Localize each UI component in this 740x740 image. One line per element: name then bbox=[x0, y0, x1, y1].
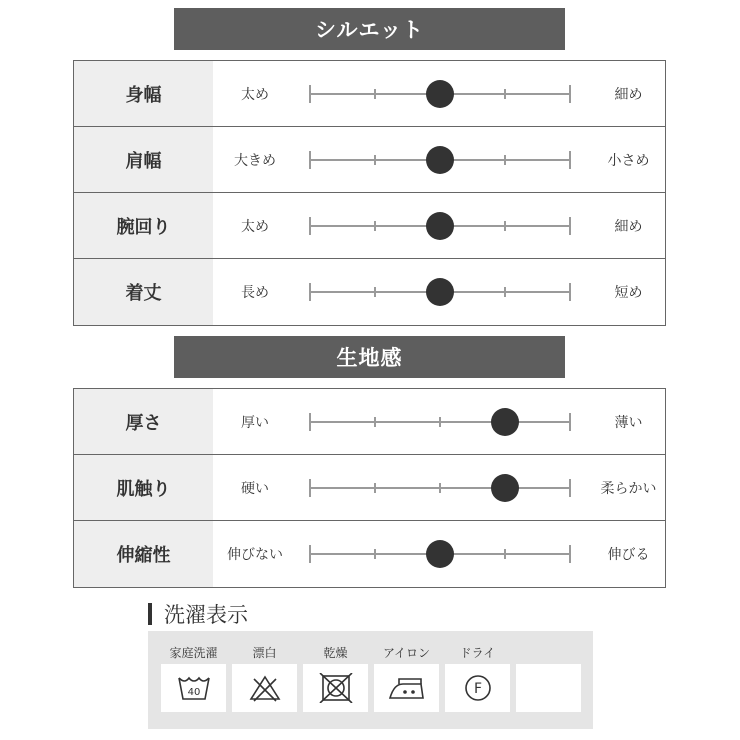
rating-dot bbox=[426, 540, 454, 568]
silhouette-table bbox=[73, 60, 666, 326]
rating-scale bbox=[309, 259, 571, 325]
scale-tick bbox=[504, 549, 506, 559]
table-row bbox=[74, 193, 665, 259]
scale-left-label: 伸びない bbox=[227, 547, 283, 563]
care-item-bleach bbox=[232, 631, 297, 729]
table-row bbox=[74, 455, 665, 521]
scale-tick bbox=[309, 217, 311, 235]
fabric-header: 生地感 bbox=[174, 336, 565, 378]
row-label: 身幅 bbox=[74, 61, 213, 126]
rating-dot bbox=[491, 474, 519, 502]
scale-tick bbox=[504, 221, 506, 231]
scale-tick bbox=[309, 283, 311, 301]
table-row bbox=[74, 259, 665, 325]
rating-scale bbox=[309, 127, 571, 192]
silhouette-header: シルエット bbox=[174, 8, 565, 50]
scale-tick bbox=[439, 483, 441, 493]
scale-tick bbox=[569, 479, 571, 497]
rating-dot bbox=[426, 80, 454, 108]
scale-tick bbox=[504, 287, 506, 297]
scale-tick bbox=[309, 545, 311, 563]
scale-tick bbox=[309, 413, 311, 431]
scale-tick bbox=[374, 89, 376, 99]
title-accent-bar bbox=[148, 603, 152, 625]
scale-tick bbox=[374, 417, 376, 427]
scale-tick bbox=[569, 413, 571, 431]
care-item-wash bbox=[161, 631, 226, 729]
rating-dot bbox=[426, 212, 454, 240]
care-label: 漂白 bbox=[252, 646, 277, 660]
empty-care-slot bbox=[516, 664, 581, 712]
rating-scale bbox=[309, 521, 571, 587]
row-label: 厚さ bbox=[74, 389, 213, 454]
table-row bbox=[74, 61, 665, 127]
fabric-table bbox=[73, 388, 666, 588]
scale-tick bbox=[374, 549, 376, 559]
scale-left-label: 硬い bbox=[241, 480, 269, 497]
scale-tick bbox=[504, 89, 506, 99]
washing-title bbox=[148, 601, 248, 627]
care-item-dryclean bbox=[445, 631, 510, 729]
scale-tick bbox=[309, 151, 311, 169]
table-row bbox=[74, 389, 665, 455]
rating-dot bbox=[426, 278, 454, 306]
care-item-iron bbox=[374, 631, 439, 729]
table-row bbox=[74, 521, 665, 587]
row-label: 着丈 bbox=[74, 259, 213, 325]
scale-tick bbox=[374, 483, 376, 493]
scale-left-label: 厚い bbox=[241, 414, 269, 431]
scale-tick bbox=[309, 85, 311, 103]
rating-scale bbox=[309, 455, 571, 520]
scale-tick bbox=[309, 479, 311, 497]
scale-tick bbox=[374, 155, 376, 165]
no-bleach-icon bbox=[232, 664, 297, 712]
care-item-dry bbox=[303, 631, 368, 729]
scale-right-label: 小さめ bbox=[607, 152, 650, 169]
wash-temperature: 40 bbox=[187, 687, 200, 698]
scale-right-label: 細め bbox=[614, 86, 643, 103]
washing-title-text: 洗濯表示 bbox=[164, 603, 248, 627]
scale-tick bbox=[439, 417, 441, 427]
scale-right-label: 薄い bbox=[614, 414, 643, 431]
row-label: 腕回り bbox=[74, 193, 213, 258]
no-tumble-dry-icon bbox=[303, 664, 368, 712]
rating-dot bbox=[426, 146, 454, 174]
scale-right-label: 短め bbox=[614, 285, 643, 301]
scale-left-label: 太め bbox=[241, 218, 269, 235]
scale-right-label: 伸びる bbox=[607, 547, 650, 563]
rating-scale bbox=[309, 61, 571, 126]
rating-scale bbox=[309, 193, 571, 258]
scale-tick bbox=[569, 151, 571, 169]
scale-tick bbox=[374, 221, 376, 231]
care-panel bbox=[148, 631, 593, 729]
dry-clean-letter: F bbox=[473, 681, 482, 697]
care-item-empty bbox=[516, 631, 581, 729]
row-label: 肩幅 bbox=[74, 127, 213, 192]
scale-tick bbox=[569, 545, 571, 563]
table-row bbox=[74, 127, 665, 193]
care-label: ドライ bbox=[459, 646, 496, 660]
care-label: 乾燥 bbox=[323, 646, 348, 660]
scale-tick bbox=[504, 155, 506, 165]
washtub-40-icon bbox=[161, 664, 226, 712]
scale-tick bbox=[569, 217, 571, 235]
scale-tick bbox=[569, 85, 571, 103]
iron-medium-icon bbox=[374, 664, 439, 712]
scale-left-label: 大きめ bbox=[234, 152, 276, 169]
scale-left-label: 長め bbox=[241, 285, 269, 301]
care-label: 家庭洗濯 bbox=[169, 646, 218, 660]
scale-tick bbox=[569, 283, 571, 301]
row-label: 伸縮性 bbox=[74, 521, 213, 587]
scale-right-label: 細め bbox=[614, 218, 643, 235]
dry-clean-f-icon bbox=[445, 664, 510, 712]
scale-right-label: 柔らかい bbox=[600, 480, 657, 497]
scale-tick bbox=[374, 287, 376, 297]
care-label: アイロン bbox=[383, 646, 430, 660]
rating-scale bbox=[309, 389, 571, 454]
rating-dot bbox=[491, 408, 519, 436]
row-label: 肌触り bbox=[74, 455, 213, 520]
scale-left-label: 太め bbox=[241, 86, 269, 103]
